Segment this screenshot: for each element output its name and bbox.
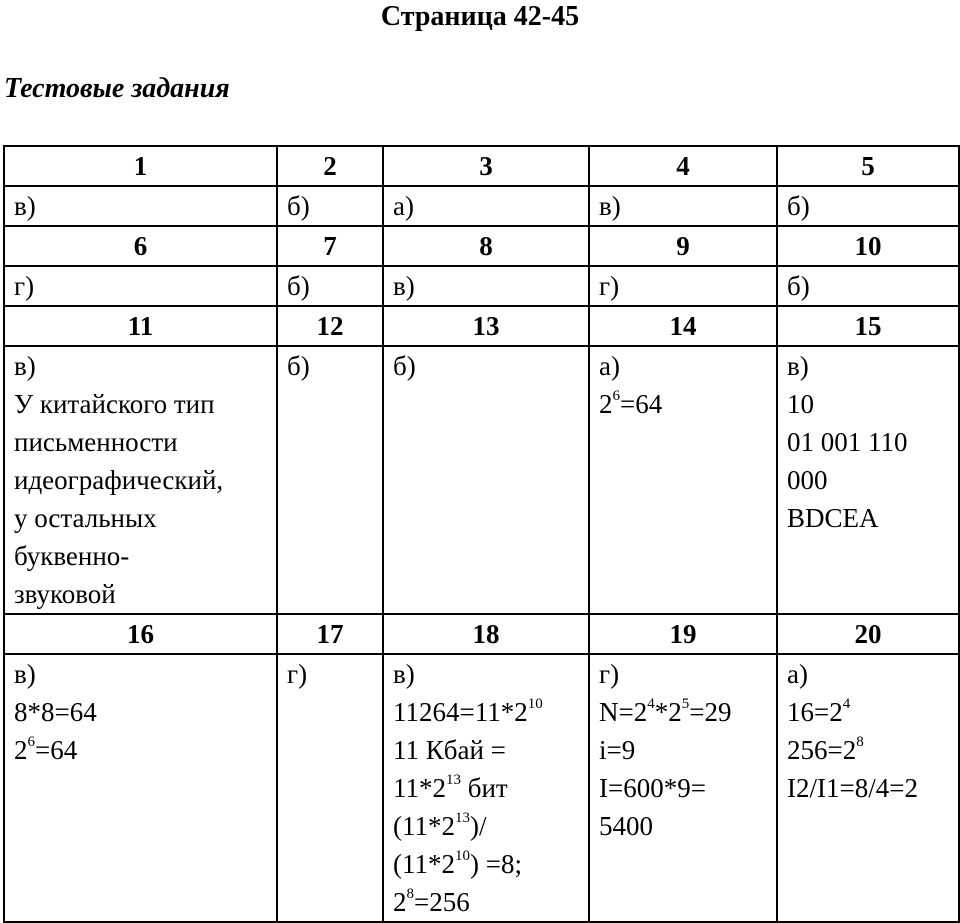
task-number-row <box>4 226 959 266</box>
task-number-10: 10 <box>777 226 959 266</box>
task-number-8: 8 <box>383 226 589 266</box>
answer-line <box>14 347 276 385</box>
answer-line <box>287 347 382 385</box>
answer-line <box>599 731 776 769</box>
answer-text: (11*2 <box>393 849 455 879</box>
task-answer-11 <box>4 346 277 614</box>
answer-text: =29 <box>689 697 732 727</box>
answer-line <box>14 537 276 575</box>
answer-text: 11264=11*2 <box>393 697 528 727</box>
answer-row <box>4 654 959 922</box>
exponent: 8 <box>406 886 414 902</box>
answer-text: звуковой <box>14 579 116 609</box>
answer-text: у остальных <box>14 503 157 533</box>
task-number-1: 1 <box>4 146 277 186</box>
answer-text: в) <box>599 191 621 221</box>
answer-text: )/ <box>470 811 487 841</box>
answer-text: N=2 <box>599 697 648 727</box>
answer-line <box>787 267 958 305</box>
task-number-9: 9 <box>589 226 777 266</box>
answer-line <box>14 385 276 423</box>
answer-text: i=9 <box>599 735 636 765</box>
task-number-7: 7 <box>277 226 383 266</box>
answer-text: г) <box>599 659 620 689</box>
task-answer-2 <box>277 186 383 226</box>
answer-line <box>787 461 958 499</box>
answer-text: У китайского тип <box>14 389 215 419</box>
answer-text: 000 <box>787 465 828 495</box>
task-answer-17 <box>277 654 383 922</box>
answer-line <box>599 385 776 423</box>
exponent: 13 <box>446 772 461 788</box>
task-number-15: 15 <box>777 306 959 346</box>
exponent: 4 <box>647 696 655 712</box>
answer-text: г) <box>287 659 308 689</box>
answer-line <box>14 731 276 769</box>
answer-line <box>787 769 958 807</box>
answer-line <box>787 385 958 423</box>
answer-line <box>14 655 276 693</box>
task-number-19: 19 <box>589 614 777 654</box>
answer-text: 16=2 <box>787 697 843 727</box>
answer-line <box>599 347 776 385</box>
answer-text: г) <box>14 271 35 301</box>
answer-text: *2 <box>654 697 682 727</box>
answer-line <box>14 267 276 305</box>
answer-line <box>599 693 776 731</box>
answer-text: б) <box>787 271 810 301</box>
answer-line <box>787 499 958 537</box>
answer-text: (11*2 <box>393 811 455 841</box>
answer-line <box>287 655 382 693</box>
answer-line <box>393 731 588 769</box>
answer-row <box>4 266 959 306</box>
answer-text: идеографический, <box>14 465 224 495</box>
answers-table <box>3 145 960 923</box>
answer-line <box>787 693 958 731</box>
answer-text: 5400 <box>599 811 653 841</box>
answer-line <box>393 883 588 921</box>
answer-text: 256=2 <box>787 735 857 765</box>
exponent: 6 <box>612 388 620 404</box>
task-answer-7 <box>277 266 383 306</box>
task-answer-9 <box>589 266 777 306</box>
answer-line <box>787 187 958 225</box>
answer-line <box>393 693 588 731</box>
answer-text: ) =8; <box>470 849 522 879</box>
answer-line <box>787 655 958 693</box>
task-number-11: 11 <box>4 306 277 346</box>
task-answer-8 <box>383 266 589 306</box>
answer-line <box>599 807 776 845</box>
task-number-16: 16 <box>4 614 277 654</box>
task-number-18: 18 <box>383 614 589 654</box>
task-number-row <box>4 306 959 346</box>
answer-line <box>14 499 276 537</box>
answer-line <box>787 347 958 385</box>
task-answer-3 <box>383 186 589 226</box>
answer-line <box>14 461 276 499</box>
answer-text: 01 001 110 <box>787 427 908 457</box>
answer-line <box>287 267 382 305</box>
answer-line <box>393 655 588 693</box>
task-answer-5 <box>777 186 959 226</box>
answer-text: 8*8=64 <box>14 697 97 727</box>
page-title: Страница 42-45 <box>380 1 580 32</box>
task-answer-19 <box>589 654 777 922</box>
answer-line <box>393 267 588 305</box>
exponent: 13 <box>455 810 470 826</box>
answer-text: а) <box>393 191 414 221</box>
answer-line <box>14 423 276 461</box>
task-answer-10 <box>777 266 959 306</box>
answer-text: I=600*9= <box>599 773 706 803</box>
answer-line <box>787 423 958 461</box>
task-answer-6 <box>4 266 277 306</box>
answer-text: =64 <box>35 735 78 765</box>
section-title: Тестовые задания <box>4 73 230 104</box>
exponent: 10 <box>455 848 470 864</box>
task-number-4: 4 <box>589 146 777 186</box>
answer-text: I2/I1=8/4=2 <box>787 773 918 803</box>
task-number-20: 20 <box>777 614 959 654</box>
answer-text: б) <box>287 271 310 301</box>
answer-text: 2 <box>14 735 28 765</box>
answer-line <box>14 693 276 731</box>
answer-line <box>393 769 588 807</box>
answer-line <box>599 267 776 305</box>
answer-text: б) <box>287 351 310 381</box>
answer-text: 2 <box>599 389 613 419</box>
answer-text: BDCEA <box>787 503 879 533</box>
answer-line <box>14 187 276 225</box>
answer-text: бит <box>461 773 508 803</box>
answer-text: а) <box>787 659 808 689</box>
task-number-13: 13 <box>383 306 589 346</box>
task-answer-18 <box>383 654 589 922</box>
answer-line <box>599 187 776 225</box>
task-answer-1 <box>4 186 277 226</box>
answer-line <box>14 575 276 613</box>
answer-line <box>599 769 776 807</box>
answer-line <box>287 187 382 225</box>
answer-row <box>4 186 959 226</box>
exponent: 6 <box>27 734 35 750</box>
task-number-3: 3 <box>383 146 589 186</box>
answer-line <box>393 187 588 225</box>
task-number-12: 12 <box>277 306 383 346</box>
answer-text: г) <box>599 271 620 301</box>
task-answer-13 <box>383 346 589 614</box>
task-answer-12 <box>277 346 383 614</box>
answer-text: в) <box>14 659 36 689</box>
answer-text: =256 <box>414 887 470 917</box>
answer-line <box>599 655 776 693</box>
task-number-6: 6 <box>4 226 277 266</box>
answer-text: буквенно- <box>14 541 130 571</box>
answer-text: =64 <box>620 389 663 419</box>
answer-text: письменности <box>14 427 178 457</box>
answer-line <box>393 845 588 883</box>
task-number-row <box>4 146 959 186</box>
answer-text: в) <box>393 659 415 689</box>
exponent: 10 <box>527 696 543 712</box>
task-answer-14 <box>589 346 777 614</box>
answer-text: в) <box>787 351 809 381</box>
task-number-14: 14 <box>589 306 777 346</box>
task-number-2: 2 <box>277 146 383 186</box>
answer-text: 10 <box>787 389 814 419</box>
task-number-5: 5 <box>777 146 959 186</box>
answer-text: б) <box>287 191 310 221</box>
answer-line <box>787 731 958 769</box>
answer-row <box>4 346 959 614</box>
task-answer-20 <box>777 654 959 922</box>
task-answer-4 <box>589 186 777 226</box>
exponent: 5 <box>681 696 690 712</box>
answer-line <box>393 347 588 385</box>
exponent: 4 <box>842 696 851 712</box>
task-number-17: 17 <box>277 614 383 654</box>
answer-text: в) <box>14 191 36 221</box>
answer-text: б) <box>393 351 416 381</box>
answer-text: 11 Кбай = <box>393 735 506 765</box>
task-answer-15 <box>777 346 959 614</box>
answer-text: 11*2 <box>393 773 446 803</box>
task-number-row <box>4 614 959 654</box>
answer-text: в) <box>14 351 36 381</box>
answer-text: б) <box>787 191 810 221</box>
exponent: 8 <box>856 734 864 750</box>
answer-text: в) <box>393 271 415 301</box>
answer-text: 2 <box>393 887 407 917</box>
answer-text: а) <box>599 351 620 381</box>
task-answer-16 <box>4 654 277 922</box>
answer-line <box>393 807 588 845</box>
